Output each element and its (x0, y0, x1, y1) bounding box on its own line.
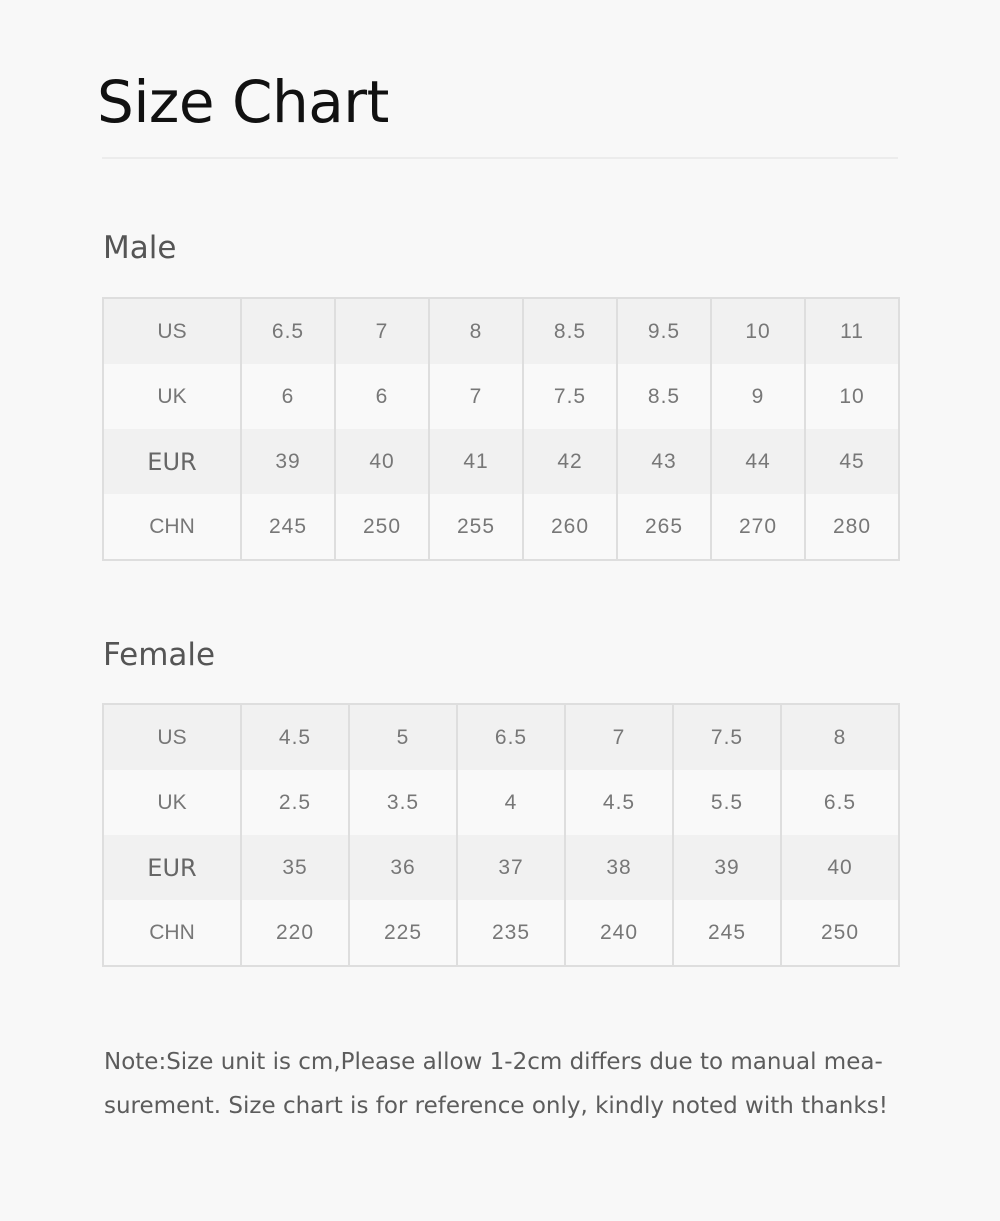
size-cell: 39 (673, 835, 781, 900)
size-cell: 6 (335, 364, 429, 429)
size-cell: 6.5 (241, 298, 335, 364)
size-cell: 37 (457, 835, 565, 900)
size-cell: 4.5 (241, 704, 349, 770)
size-row-uk (103, 770, 899, 835)
size-cell: 8 (781, 704, 899, 770)
size-cell: 40 (335, 429, 429, 494)
size-cell: 270 (711, 494, 805, 560)
size-cell: 8.5 (523, 298, 617, 364)
row-label: EUR (103, 835, 241, 900)
size-cell: 2.5 (241, 770, 349, 835)
size-cell: 6 (241, 364, 335, 429)
size-cell: 250 (335, 494, 429, 560)
row-label: CHN (103, 900, 241, 966)
male-size-table (102, 297, 900, 561)
title-divider (102, 157, 898, 159)
size-cell: 240 (565, 900, 673, 966)
note-line-2: surement. Size chart is for reference only, kindly noted with thanks! (104, 1093, 888, 1119)
size-cell: 6.5 (457, 704, 565, 770)
size-cell: 235 (457, 900, 565, 966)
row-label: US (103, 298, 241, 364)
size-cell: 6.5 (781, 770, 899, 835)
size-cell: 39 (241, 429, 335, 494)
size-cell: 255 (429, 494, 523, 560)
size-cell: 4 (457, 770, 565, 835)
size-cell: 9 (711, 364, 805, 429)
size-row-eur (103, 429, 899, 494)
size-cell: 42 (523, 429, 617, 494)
row-label: UK (103, 364, 241, 429)
size-row-us (103, 704, 899, 770)
size-cell: 7 (335, 298, 429, 364)
size-cell: 44 (711, 429, 805, 494)
row-label: CHN (103, 494, 241, 560)
size-cell: 7 (565, 704, 673, 770)
size-cell: 43 (617, 429, 711, 494)
size-cell: 225 (349, 900, 457, 966)
female-size-table (102, 703, 900, 967)
size-cell: 35 (241, 835, 349, 900)
size-cell: 5 (349, 704, 457, 770)
size-cell: 280 (805, 494, 899, 560)
size-cell: 10 (711, 298, 805, 364)
size-cell: 40 (781, 835, 899, 900)
size-cell: 3.5 (349, 770, 457, 835)
male-heading: Male (103, 230, 177, 266)
size-cell: 245 (241, 494, 335, 560)
female-heading: Female (103, 637, 216, 673)
note-line-1: Note:Size unit is cm,Please allow 1-2cm differs due to manual mea- (104, 1049, 883, 1075)
size-cell: 220 (241, 900, 349, 966)
size-cell: 36 (349, 835, 457, 900)
size-cell: 8.5 (617, 364, 711, 429)
size-cell: 9.5 (617, 298, 711, 364)
size-cell: 7 (429, 364, 523, 429)
size-cell: 8 (429, 298, 523, 364)
size-row-eur (103, 835, 899, 900)
size-row-uk (103, 364, 899, 429)
size-row-chn (103, 494, 899, 560)
size-row-chn (103, 900, 899, 966)
size-row-us (103, 298, 899, 364)
size-cell: 265 (617, 494, 711, 560)
row-label: UK (103, 770, 241, 835)
row-label: EUR (103, 429, 241, 494)
size-cell: 260 (523, 494, 617, 560)
size-note (104, 1040, 934, 1128)
size-cell: 245 (673, 900, 781, 966)
size-cell: 11 (805, 298, 899, 364)
size-cell: 7.5 (523, 364, 617, 429)
size-cell: 10 (805, 364, 899, 429)
page-title: Size Chart (97, 68, 389, 136)
size-cell: 7.5 (673, 704, 781, 770)
size-cell: 5.5 (673, 770, 781, 835)
row-label: US (103, 704, 241, 770)
size-cell: 250 (781, 900, 899, 966)
size-cell: 4.5 (565, 770, 673, 835)
size-cell: 45 (805, 429, 899, 494)
size-cell: 41 (429, 429, 523, 494)
size-cell: 38 (565, 835, 673, 900)
